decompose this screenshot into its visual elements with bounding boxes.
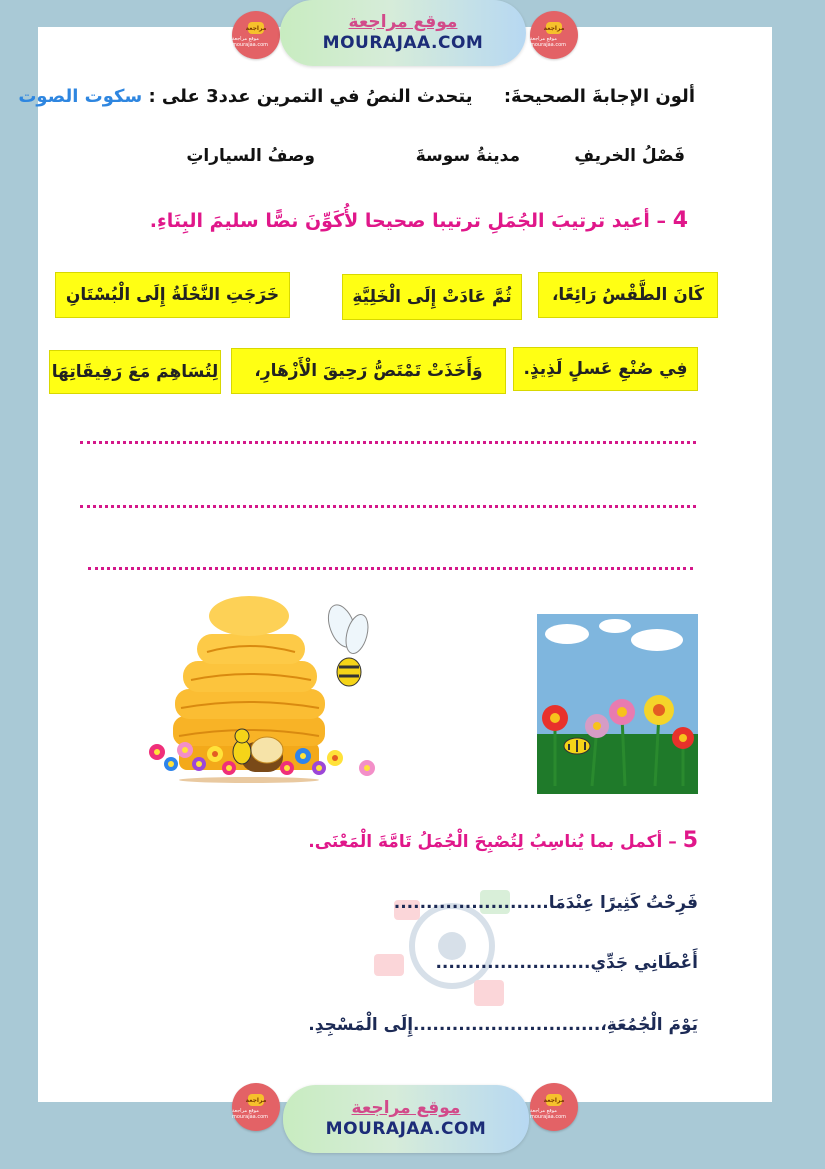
brand-name-en: MOURAJAA.COM bbox=[322, 33, 484, 53]
sentence-box-1[interactable]: كَانَ الطَّقْسُ رَائِعًا، bbox=[538, 272, 718, 318]
blank-3[interactable]: ............................. bbox=[413, 1015, 601, 1035]
sentence-box-4[interactable]: فِي صُنْعِ عَسلٍ لَذِيذٍ. bbox=[513, 347, 698, 391]
exercise5-title: 5 – أكمل بما يُناسِبُ لِتُصْبِحَ الْجُمَلُ تَامَّةَ الْمَعْنَى. bbox=[308, 828, 698, 853]
brand-name-ar: موقع مراجعة bbox=[348, 12, 458, 32]
exercise3-option-2[interactable]: مدينةُ سوسةَ bbox=[415, 146, 520, 166]
sentence-box-2[interactable]: ثُمَّ عَادَتْ إِلَى الْخَلِيَّةِ bbox=[342, 274, 522, 320]
brand-logo-left-footer: مراجعة موقع مراجعة mourajaa.com bbox=[232, 1083, 280, 1131]
exercise3-prompt: ألون الإجابةَ الصحيحةَ: يتحدث النصُ في التمرين عدد3 على : سكوت الصوت bbox=[18, 86, 695, 107]
exercise3-answer: سكوت الصوت bbox=[18, 86, 143, 107]
logo-badge-icon: مراجعة bbox=[248, 22, 264, 34]
completion-sentence-2: أَعْطَانِي جَدِّي........................ bbox=[435, 953, 698, 973]
brand-logo-right-footer: مراجعة موقع مراجعة mourajaa.com bbox=[530, 1083, 578, 1131]
answer-line-1[interactable] bbox=[80, 441, 696, 444]
answer-line-2[interactable] bbox=[80, 505, 696, 508]
answer-line-3[interactable] bbox=[88, 567, 693, 570]
sentence-box-6[interactable]: لِتُسَاهِمَ مَعَ رَفِيقَاتِهَا bbox=[49, 350, 221, 394]
logo-badge-icon: مراجعة bbox=[546, 1094, 562, 1106]
brand-footer[interactable] bbox=[283, 1085, 529, 1153]
exercise3-option-1[interactable]: فَصْلُ الخريفِ bbox=[574, 146, 685, 166]
completion-sentence-3: يَوْمَ الْجُمُعَةِ،.............................إِلَى الْمَسْجِدِ. bbox=[308, 1015, 698, 1035]
brand-logo-right: مراجعة موقع مراجعة mourajaa.com bbox=[530, 11, 578, 59]
exercise4-title: 4 – أعيد ترتيبَ الجُمَلِ ترتيبا صحيحا لأُكَوِّنَ نصًّا سليمَ البِنَاءِ. bbox=[149, 208, 688, 233]
exercise3-option-3[interactable]: وصفُ السياراتِ bbox=[186, 146, 315, 166]
logo-badge-icon: مراجعة bbox=[546, 22, 562, 34]
blank-1[interactable]: ........................ bbox=[393, 893, 549, 913]
brand-header[interactable] bbox=[280, 0, 526, 66]
flowers-illustration bbox=[537, 614, 698, 794]
sentence-box-3[interactable]: خَرَجَتِ النَّحْلَةُ إِلَى الْبُسْتَانِ bbox=[55, 272, 290, 318]
brand-name-ar: موقع مراجعة bbox=[351, 1098, 461, 1118]
logo-badge-icon: مراجعة bbox=[248, 1094, 264, 1106]
brand-logo-left: مراجعة موقع مراجعة mourajaa.com bbox=[232, 11, 280, 59]
completion-sentence-1: فَرِحْتُ كَثِيرًا عِنْدَمَا........................ bbox=[393, 893, 698, 913]
beehive-illustration bbox=[137, 592, 387, 785]
sentence-box-5[interactable]: وَأَخَذَتْ تَمْتَصُّ رَحِيقَ الْأَزْهَارِ، bbox=[231, 348, 506, 394]
brand-name-en: MOURAJAA.COM bbox=[325, 1119, 487, 1139]
blank-2[interactable]: ........................ bbox=[435, 953, 591, 973]
